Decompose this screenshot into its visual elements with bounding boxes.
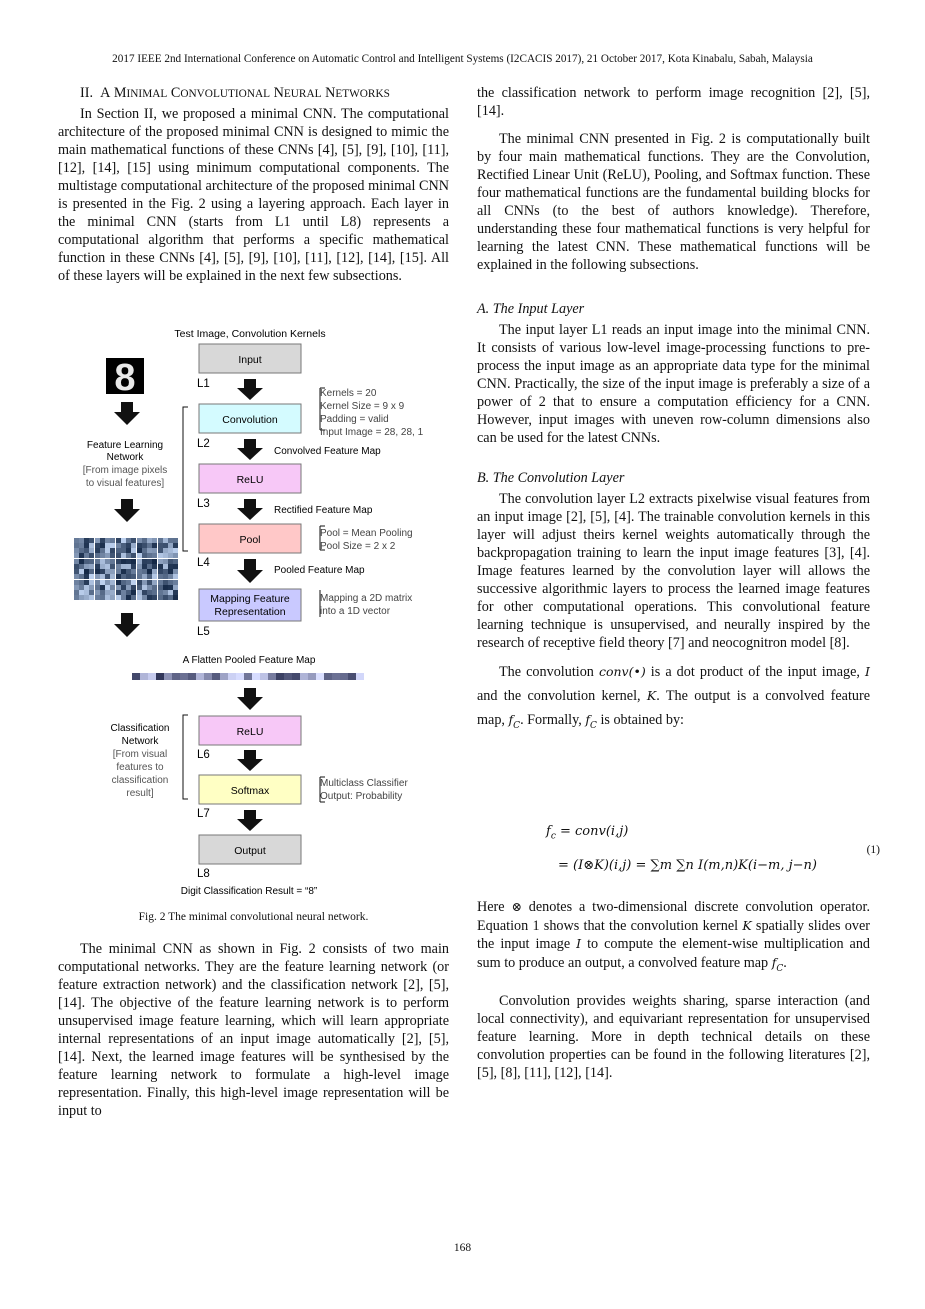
mapping-params: [320, 593, 412, 617]
svg-text:[From visual: [From visual: [112, 749, 168, 760]
paragraph: The convolution conv(•) is a dot product of the input image, I and the convolution kernel, K. The output is a convolved feature map, $f_C$. Formally, $f_C$ is obtained by:: [477, 664, 871, 731]
svg-text:Pool: Pool: [239, 534, 261, 546]
left-column: [58, 84, 449, 285]
convolved-label: Convolved Feature Map: [274, 446, 381, 457]
svg-text:[From image pixels: [From image pixels: [82, 465, 168, 476]
svg-text:Kernels = 20: Kernels = 20: [320, 388, 377, 399]
svg-text:Mapping a 2D matrix: Mapping a 2D matrix: [320, 593, 413, 604]
svg-text:Representation: Representation: [214, 606, 286, 618]
paragraph: Here ⊗ denotes a two-dimensional discrete convolution operator. Equation 1 shows that the convolution kernel K spatially slides over the input image I to compute the element-wise multiplication and sum to produce an output, a convolved feature map $f_C$.: [477, 899, 871, 974]
paragraph: The input layer L1 reads an input image into the minimal CNN. It consists of various low-level image-processing functions to pre-process the input image as an appropriate data type for the minimal CNN. Practically, the size of the input image is preferably a size of a power of 2 that to ensure a computation efficiency for a CNN. However, input images with uneven row-column dimensions also can be used for the latest CNNs.: [477, 322, 870, 446]
left-column-lower: [58, 940, 449, 1120]
svg-text:Pool Size = 2 x 2: Pool Size = 2 x 2: [320, 541, 396, 552]
svg-text:Input Image = 28, 28, 1: Input Image = 28, 28, 1: [320, 427, 424, 438]
paragraph: The minimal CNN presented in Fig. 2 is computationally built by four main mathematical functions. They are the Convolution, Rectified Linear Unit (ReLU), Pooling, and Softmax function. These four mathematical functions are the fundamental building blocks for all CNNs (to the best of authors knowledge). Therefore, understanding these four mathematical functions is very helpful for learning the latest CNN. These mathematical functions will be explained in the following subsections.: [477, 131, 870, 273]
pool-params: [320, 528, 413, 552]
classification-label: [111, 723, 170, 799]
svg-text:Input: Input: [238, 354, 262, 366]
rectified-label: Rectified Feature Map: [274, 505, 373, 516]
running-header: 2017 IEEE 2nd International Conference on Automatic Control and Intelligent Systems (I2CACIS 2017), 21 October 2017, Kota Kinabalu, Sabah, Malaysia: [112, 53, 813, 65]
box-relu-1: [199, 464, 301, 493]
flatten-label: A Flatten Pooled Feature Map: [182, 655, 316, 666]
svg-text:result]: result]: [126, 788, 154, 799]
right-column: [477, 84, 870, 738]
svg-text:L3: L3: [197, 498, 210, 510]
paragraph: the classification network to perform image recognition [2], [5], [14].: [477, 85, 870, 119]
svg-text:features to: features to: [116, 762, 164, 773]
svg-text:Feature Learning: Feature Learning: [86, 440, 164, 451]
feature-learning-label: [83, 440, 167, 489]
svg-text:Multiclass Classifier: Multiclass Classifier: [320, 778, 408, 789]
svg-text:Pool = Mean Pooling: Pool = Mean Pooling: [320, 528, 413, 539]
box-softmax: [199, 775, 301, 804]
section-heading: II. A MINIMAL CONVOLUTIONAL NEURAL NETWORKS: [80, 85, 390, 101]
svg-text:ReLU: ReLU: [236, 474, 264, 486]
equation-1: $f_c$ = conv(i,j) = (I⊗K)(i,j) = ∑m ∑n I(m,n)K(i−m, j−n) (1): [546, 824, 880, 873]
svg-text:L4: L4: [197, 557, 210, 569]
paragraph: In Section II, we proposed a minimal CNN. The computational architecture of the proposed minimal CNN is designed to mimic the main mathematical functions of these CNNs [4], [5], [9], [10], [11], [12], [14], [15] using minimum computational components. The multistage computational architecture of the proposed minimal CNN is presented in the Fig. 2 using a layering approach. Each layer in the minimal CNN (starts from L1 until L8) represents a computational algorithm that performs a specific mathematical function in these CNNs [4], [5], [9], [10], [11], [12], [14], [15]. All of these layers will be explained in the next few subsections.: [58, 106, 449, 284]
figure-caption: Fig. 2 The minimal convolutional neural network.: [138, 911, 369, 923]
conv-params: [320, 388, 424, 438]
svg-text:Convolution: Convolution: [222, 414, 278, 426]
svg-text:Output: Probability: Output: Probability: [320, 791, 403, 802]
svg-text:Network: Network: [106, 452, 144, 463]
svg-text:Mapping Feature: Mapping Feature: [210, 593, 290, 605]
svg-text:Classification: Classification: [110, 723, 170, 734]
svg-text:L6: L6: [197, 749, 210, 761]
subsection-a-heading: A. The Input Layer: [477, 301, 585, 317]
svg-text:L5: L5: [197, 626, 210, 638]
box-pool: [199, 524, 301, 553]
right-column-lower: [477, 898, 870, 1082]
fig-top-label: Test Image, Convolution Kernels: [174, 328, 326, 340]
page-number: 168: [453, 1242, 472, 1254]
svg-text:L7: L7: [197, 808, 210, 820]
box-relu-2: [199, 716, 301, 745]
svg-text:ReLU: ReLU: [236, 726, 264, 738]
paragraph: The minimal CNN as shown in Fig. 2 consists of two main computational networks. They are the feature learning network (or feature extraction network) and the classification network [2], [5], [14]. The objective of the feature learning network is to perform unsupervised image feature learning, which will learn appropriate internal representations of an input image automatically [2], [5], [14]. Next, the learned image features will be synthesised by the feature learning network to formulate a high-level image representation. Finally, this high-level image representation will be input to: [58, 941, 449, 1119]
flatten-vector-image: [132, 673, 364, 680]
svg-text:into a 1D vector: into a 1D vector: [320, 606, 391, 617]
paragraph: The convolution layer L2 extracts pixelwise visual features from an input image [2], [5], [4]. The trainable convolution kernels in this layer will adjust theirs kernel weights automatically through the backpropagation training to learn the input image features [3], [4]. Image features learned by the convolution layer will allows the successive algorithmic layers to process the learned image features for other computational operations. This convolutional feature learning technique is unsupervised, and neurally inspired by the research of receptive field theory [7] and neocognitron model [8].: [477, 491, 870, 651]
subsection-b-heading: B. The Convolution Layer: [477, 470, 625, 486]
svg-text:L1: L1: [197, 378, 210, 390]
result-label: Digit Classification Result = “8”: [180, 886, 318, 897]
box-output: [199, 835, 301, 864]
svg-text:to visual features]: to visual features]: [85, 478, 165, 489]
input-digit-image: [106, 357, 144, 399]
svg-text:Output: Output: [234, 845, 266, 857]
svg-text:Softmax: Softmax: [230, 785, 270, 797]
figure-2: [58, 318, 449, 918]
svg-text:classification: classification: [111, 775, 169, 786]
svg-text:Kernel Size = 9 x 9: Kernel Size = 9 x 9: [320, 401, 405, 412]
box-convolution: [199, 404, 301, 433]
softmax-params: [320, 778, 408, 802]
svg-text:8: 8: [114, 357, 136, 399]
box-mapping: [199, 589, 301, 621]
svg-text:Network: Network: [121, 736, 159, 747]
svg-text:L8: L8: [197, 868, 210, 880]
svg-text:Padding = valid: Padding = valid: [320, 414, 389, 425]
feature-maps-image: [74, 538, 178, 600]
svg-text:L2: L2: [197, 438, 210, 450]
pooled-label: Pooled Feature Map: [274, 565, 365, 576]
layer-labels: [197, 378, 210, 880]
paragraph: Convolution provides weights sharing, sparse interaction (and local connectivity), and equivariant representation for unsupervised feature learning. More in depth technical details on these convolution properties can be found in the following literatures [2], [5], [8], [11], [12], [14].: [477, 992, 870, 1081]
box-input: [199, 344, 301, 373]
